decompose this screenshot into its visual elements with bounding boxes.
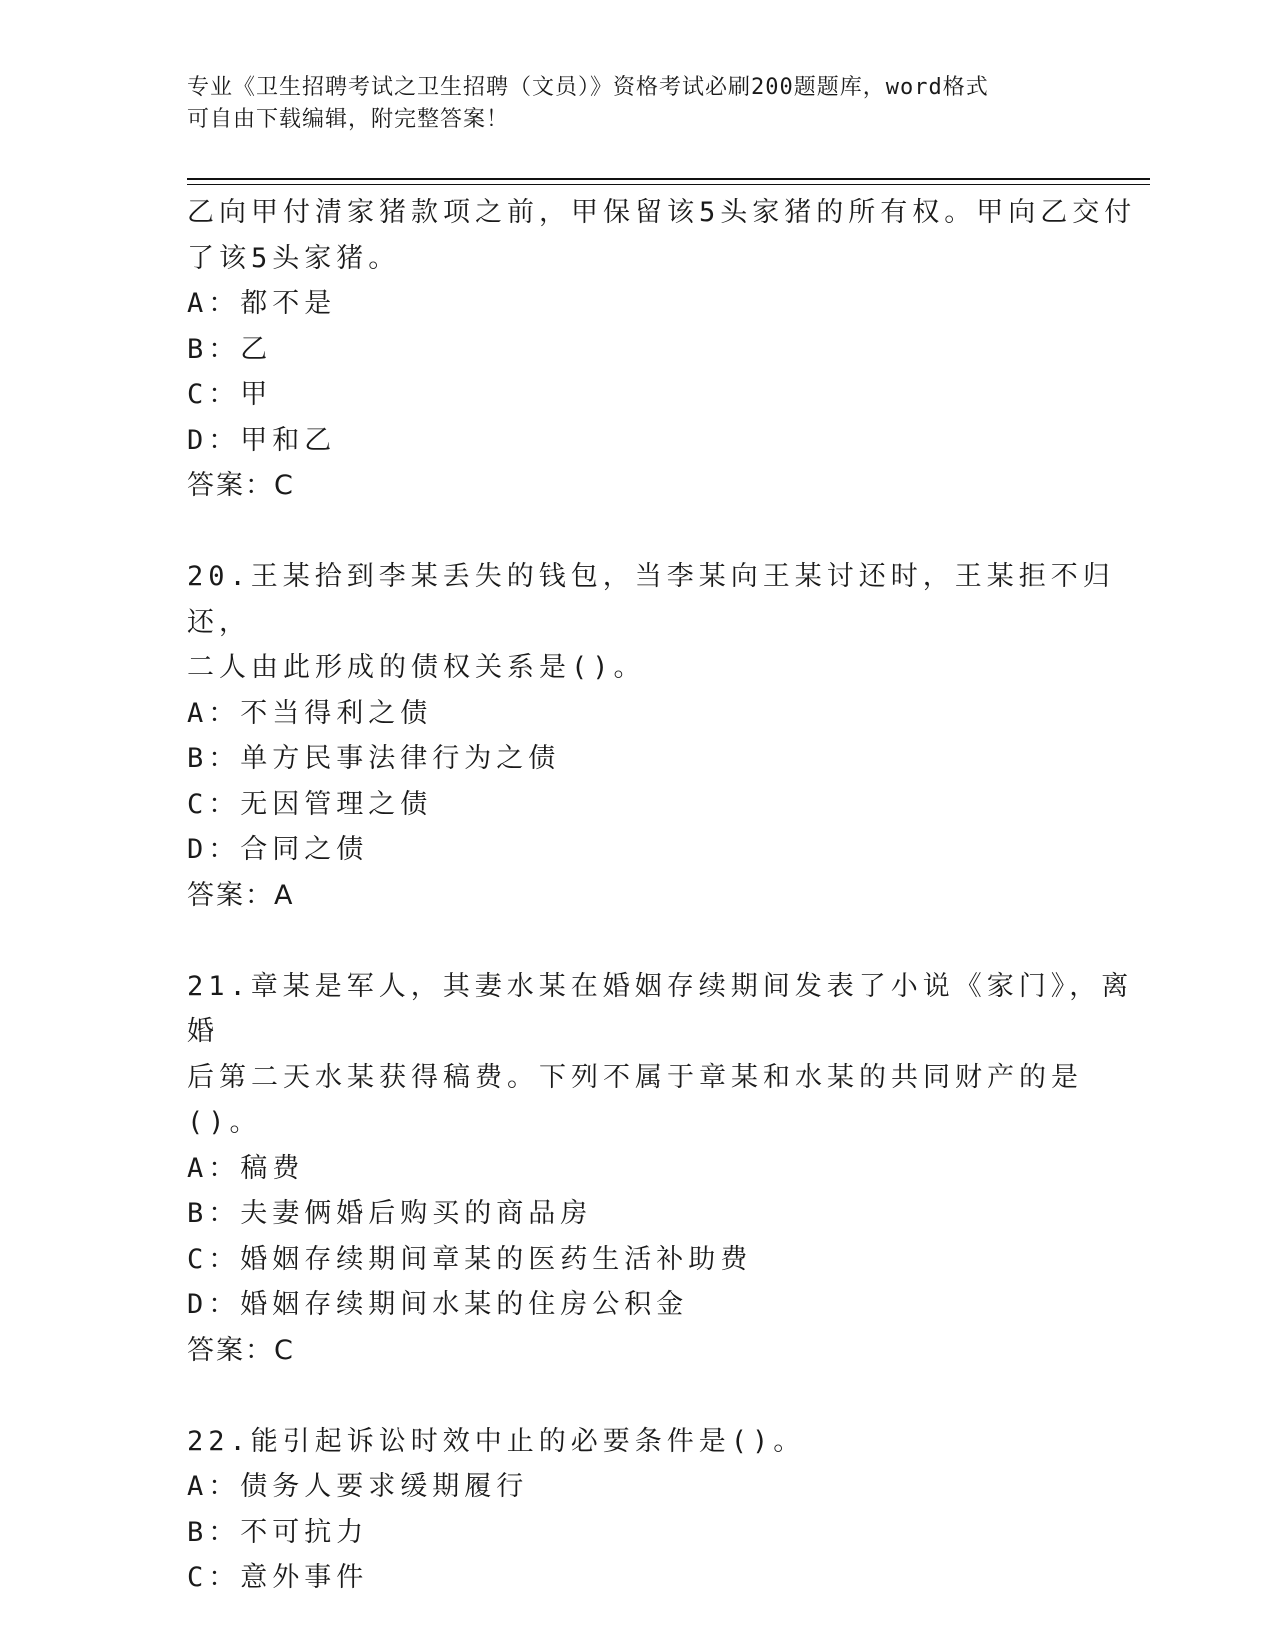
header-line-2: 可自由下载编辑，附完整答案！ [187,107,510,132]
option-c: C：无因管理之债 [187,788,433,820]
option-d: D：合同之债 [187,834,369,865]
option-a: A：不当得利之债 [187,697,433,729]
option-c: C：甲 [187,379,273,410]
header-divider-thick [187,178,1150,180]
page-header [187,72,1087,136]
header-line-1: 专业《卫生招聘考试之卫生招聘（文员）》资格考试必刷200题题库，word格式 [187,75,989,100]
question-text-line: 后第二天水某获得稿费。下列不属于章某和水某的共同财产的是()。 [187,1061,1083,1138]
answer-line: 答案：C [187,1334,295,1366]
option-b: B：单方民事法律行为之债 [187,743,561,774]
question-text-line: 22.能引起诉讼时效中止的必要条件是()。 [187,1425,806,1457]
option-b: B：夫妻俩婚后购买的商品房 [187,1198,593,1229]
option-d: D：婚姻存续期间水某的住房公积金 [187,1289,689,1320]
option-a: A：都不是 [187,288,337,319]
option-c: C：婚姻存续期间章某的医药生活补助费 [187,1243,753,1275]
option-b: B：不可抗力 [187,1516,369,1548]
option-c: C：意外事件 [187,1562,369,1593]
question-text-line: 21.章某是军人，其妻水某在婚姻存续期间发表了小说《家门》，离婚 [187,970,1134,1047]
answer-line: 答案：A [187,879,295,911]
question-text-line: 乙向甲付清家猪款项之前，甲保留该5头家猪的所有权。甲向乙交付 [187,197,1137,228]
question-content [187,190,1137,1601]
option-a: A：稿费 [187,1152,305,1184]
question-continuation [187,190,1137,509]
option-d: D：甲和乙 [187,424,337,456]
question-20 [187,554,1137,918]
option-a: A：债务人要求缓期履行 [187,1471,529,1502]
question-text-line: 20.王某拾到李某丢失的钱包，当李某向王某讨还时，王某拒不归还， [187,561,1115,638]
answer-line: 答案：C [187,470,295,501]
header-divider-thin [187,184,1150,185]
question-21 [187,964,1137,1374]
question-text-line: 二人由此形成的债权关系是()。 [187,652,646,683]
question-text-line: 了该5头家猪。 [187,242,401,274]
question-22 [187,1419,1137,1601]
option-b: B：乙 [187,333,273,365]
